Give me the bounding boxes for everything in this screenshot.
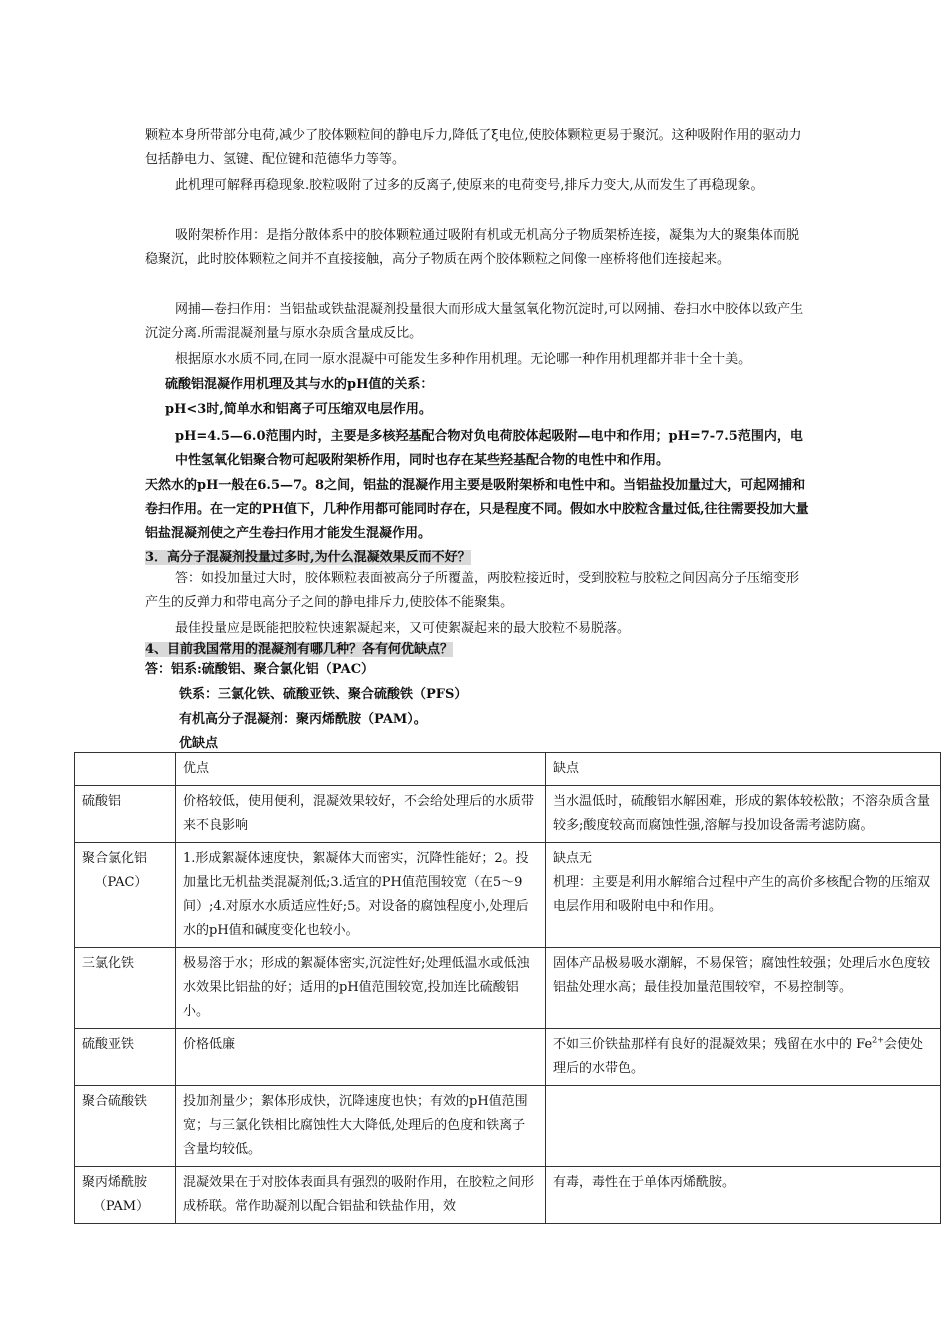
table-row bbox=[75, 1167, 941, 1224]
row-cons bbox=[546, 1086, 941, 1167]
row-cons-cell bbox=[546, 1029, 941, 1086]
row-cons-part-a: 不如三价铁盐那样有良好的混凝效果；残留在水中的 Fe bbox=[553, 1037, 873, 1052]
paragraph-bridging: 吸附架桥作用：是指分散体系中的胶体颗粒通过吸附有机或无机高分子物质架桥连接，凝集为大的聚集体而脱稳聚沉，此时胶体颗粒之间并不直接接触，高分子物质在两个胶体颗粒之间像一座桥将他们连接起来。 bbox=[145, 228, 800, 267]
table-row bbox=[75, 1086, 941, 1167]
question-3-text: 3．高分子混凝剂投量过多时,为什么混凝效果反而不好？ bbox=[145, 550, 471, 565]
answer-4-pros-cons-label: 优缺点 bbox=[179, 736, 219, 751]
row-pros: 1.形成絮凝体速度快，絮凝体大而密实，沉降性能好；2。投加量比无机盐类混凝剂低;3.适宜的PH值范围较宽（在5～9间）;4.对原水水质适应性好;5。对设备的腐蚀程度小,处理后水的pH值和碱度变化也较小。 bbox=[176, 843, 546, 948]
paragraph-ph-below-3: pH<3时,简单水和铝离子可压缩双电层作用。 bbox=[165, 402, 432, 417]
paragraph-restabilization: 此机理可解释再稳现象.胶粒吸附了过多的反离子,使原来的电荷变号,排斥力变大,从而发生了再稳现象。 bbox=[175, 178, 764, 193]
row-name: 硫酸铝 bbox=[75, 786, 176, 843]
answer-3-part-2: 最佳投量应是既能把胶粒快速絮凝起来，又可使絮凝起来的最大胶粒不易脱落。 bbox=[175, 621, 631, 636]
row-pros: 价格低廉 bbox=[176, 1029, 546, 1086]
row-name: 硫酸亚铁 bbox=[75, 1029, 176, 1086]
row-pros: 投加剂量少；絮体形成快，沉降速度也快；有效的pH值范围宽；与三氯化铁相比腐蚀性大大降低,处理后的色度和铁离子含量均较低。 bbox=[176, 1086, 546, 1167]
paragraph-natural-water-ph: 天然水的pH一般在6.5—7。8之间，铝盐的混凝作用主要是吸附架桥和电性中和。当铝盐投加量过大，可起网捕和卷扫作用。在一定的PH值下，几种作用都可能同时存在，只是程度不同。假如水中胶粒含量过低,往往需要投加大量铝盐混凝剂使之产生卷扫作用才能发生混凝作用。 bbox=[145, 478, 809, 541]
paragraph-multiple-mechanisms: 根据原水水质不同,在同一原水混凝中可能发生多种作用机理。无论哪一种作用机理都并非十全十美。 bbox=[175, 352, 752, 367]
row-pros: 混凝效果在于对胶体表面具有强烈的吸附作用，在胶粒之间形成桥联。常作助凝剂以配合铝盐和铁盐作用，效 bbox=[176, 1167, 546, 1224]
paragraph-ph-ranges: pH=4.5—6.0范围内时，主要是多核羟基配合物对负电荷胶体起吸附—电中和作用；pH=7-7.5范围内，电中性氢氧化铝聚合物可起吸附架桥作用，同时也存在某些羟基配合物的电性中和作用。 bbox=[175, 429, 803, 468]
heading-aluminum-sulfate-ph: 硫酸铝混凝作用机理及其与水的pH值的关系： bbox=[165, 377, 434, 392]
row-pros: 价格较低，使用便利，混凝效果较好，不会给处理后的水质带来不良影响 bbox=[176, 786, 546, 843]
row-name: 聚合硫酸铁 bbox=[75, 1086, 176, 1167]
table-row bbox=[75, 786, 941, 843]
row-cons-part-b: 会使处理后的水带色。 bbox=[553, 1037, 923, 1076]
row-name: 聚丙烯酰胺 bbox=[82, 1175, 148, 1190]
row-name-cell bbox=[75, 1167, 176, 1224]
paragraph-adsorption-force: 颗粒本身所带部分电荷,减少了胶体颗粒间的静电斥力,降低了ξ电位,使胶体颗粒更易于聚沉。这种吸附作用的驱动力包括静电力、氢键、配位键和范德华力等等。 bbox=[145, 128, 802, 167]
coagulant-comparison-table bbox=[74, 752, 941, 1224]
row-mechanism: 机理：主要是利用水解缩合过程中产生的高价多核配合物的压缩双电层作用和吸附电中和作用。 bbox=[553, 875, 931, 914]
table-row bbox=[75, 843, 941, 948]
header-pros: 优点 bbox=[176, 753, 546, 786]
answer-4-iron: 铁系：三氯化铁、硫酸亚铁、聚合硫酸铁（PFS） bbox=[179, 687, 468, 702]
row-name-abbr: （PAM） bbox=[92, 1199, 150, 1214]
answer-4-aluminum: 答：铝系:硫酸铝、聚合氯化铝（PAC） bbox=[145, 662, 375, 677]
row-cons: 缺点无 bbox=[553, 851, 593, 866]
table-header-row bbox=[75, 753, 941, 786]
header-blank bbox=[75, 753, 176, 786]
row-cons: 固体产品极易吸水潮解，不易保管；腐蚀性较强；处理后水色度较铝盐处理水高；最佳投加量范围较窄，不易控制等。 bbox=[546, 948, 941, 1029]
question-4-text: 4、目前我国常用的混凝剂有哪几种？各有何优缺点？ bbox=[145, 642, 454, 657]
answer-4-organic: 有机高分子混凝剂：聚丙烯酰胺（PAM）。 bbox=[179, 712, 427, 727]
row-cons-superscript: 2+ bbox=[872, 1035, 884, 1045]
row-name: 三氯化铁 bbox=[75, 948, 176, 1029]
table-row bbox=[75, 948, 941, 1029]
header-cons: 缺点 bbox=[546, 753, 941, 786]
table-row bbox=[75, 1029, 941, 1086]
answer-3-part-1: 答：如投加量过大时，胶体颗粒表面被高分子所覆盖，两胶粒接近时，受到胶粒与胶粒之间因高分子压缩变形产生的反弹力和带电高分子之间的静电排斥力,使胶体不能聚集。 bbox=[145, 571, 800, 610]
row-pros: 极易溶于水；形成的絮凝体密实,沉淀性好;处理低温水或低浊水效果比铝盐的好；适用的pH值范围较宽,投加连比硫酸铝小。 bbox=[176, 948, 546, 1029]
paragraph-sweep: 网捕—卷扫作用：当铝盐或铁盐混凝剂投量很大而形成大量氢氧化物沉淀时,可以网捕、卷扫水中胶体以致产生沉淀分离.所需混凝剂量与原水杂质含量成反比。 bbox=[145, 302, 804, 341]
row-name-abbr: （PAC） bbox=[94, 875, 148, 890]
row-cons: 有毒，毒性在于单体丙烯酰胺。 bbox=[546, 1167, 941, 1224]
row-name: 聚合氯化铝 bbox=[82, 851, 148, 866]
row-cons-cell bbox=[546, 843, 941, 948]
row-cons: 当水温低时，硫酸铝水解困难，形成的絮体较松散；不溶杂质含量较多;酸度较高而腐蚀性强,溶解与投加设备需考滤防腐。 bbox=[546, 786, 941, 843]
row-name-cell bbox=[75, 843, 176, 948]
